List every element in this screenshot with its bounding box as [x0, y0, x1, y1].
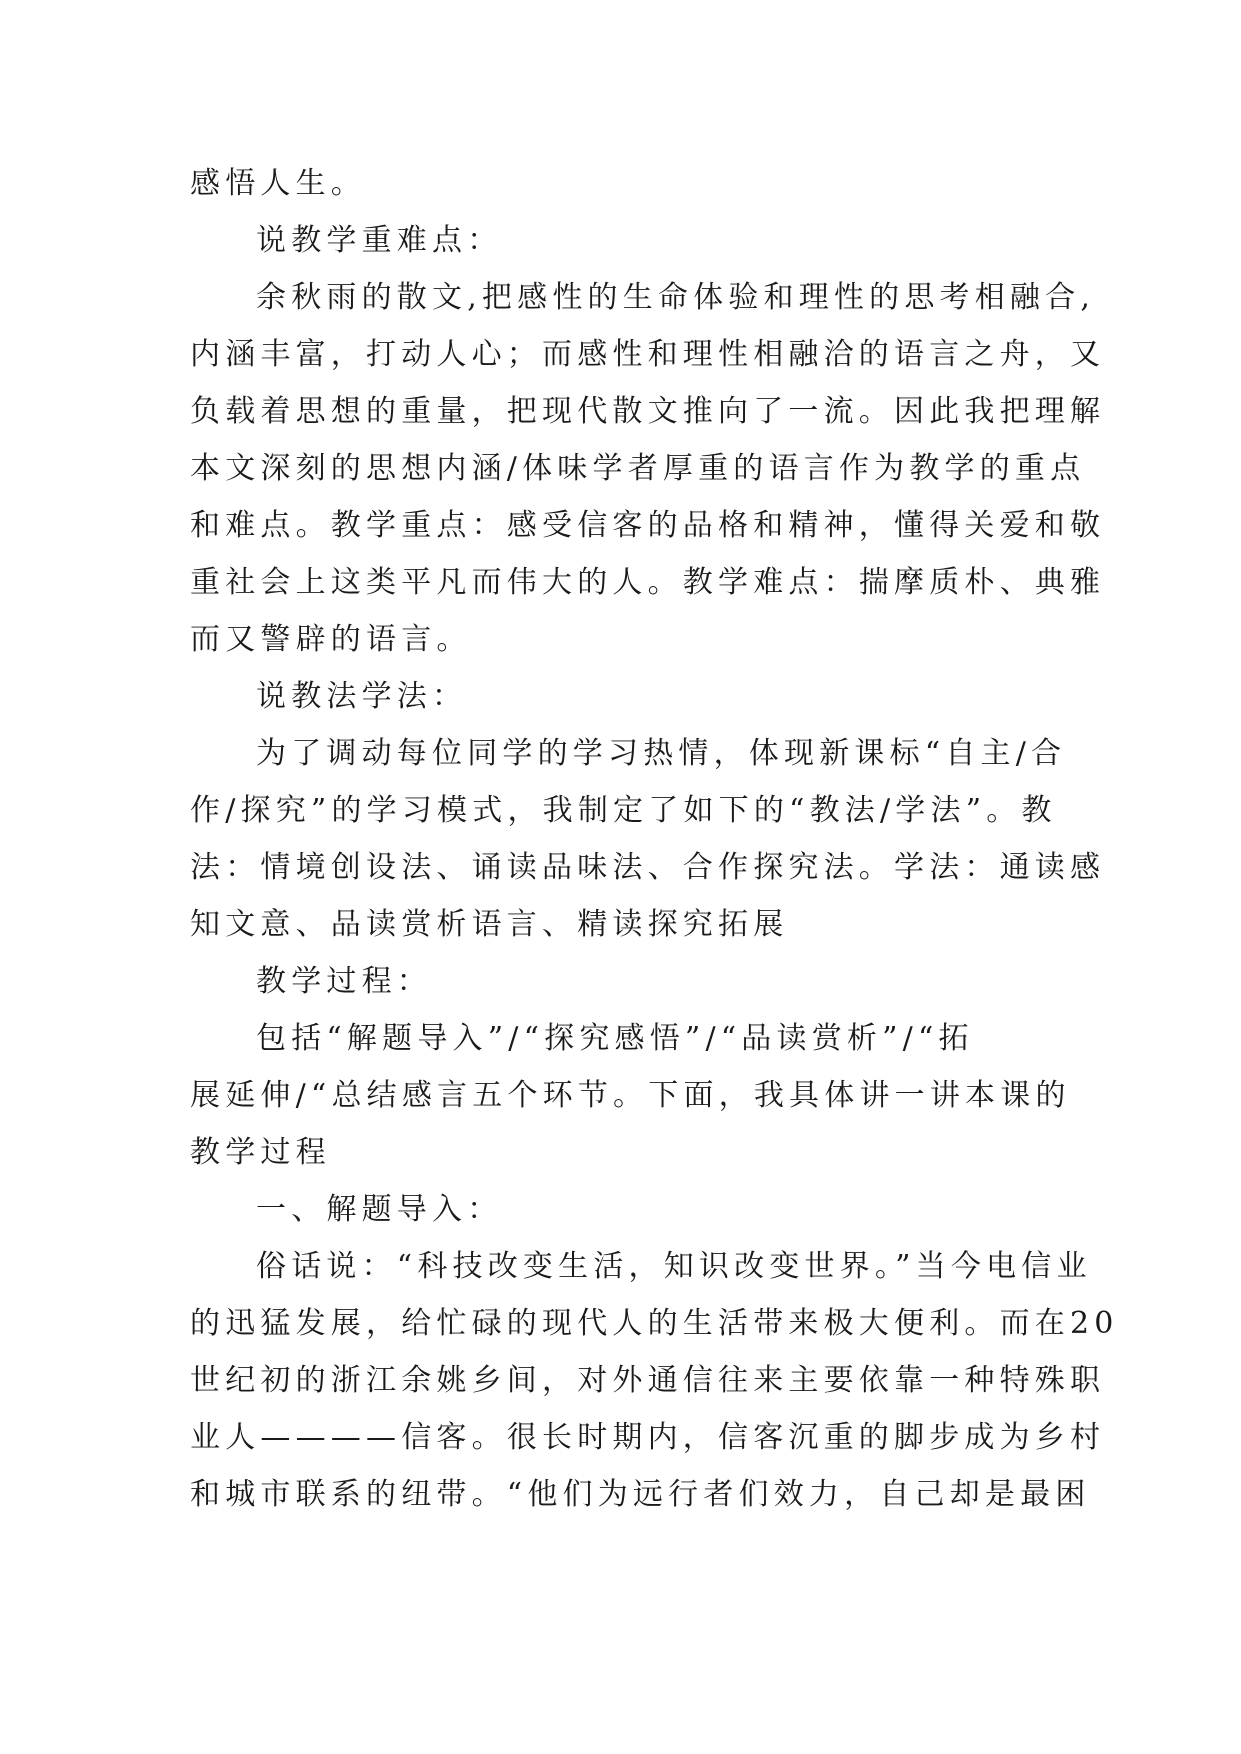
text-line: 包括“解题导入”/“探究感悟”/“品读赏析”/“拓 — [256, 1021, 974, 1056]
text-line: 业人————信客。很长时期内，信客沉重的脚步成为乡村 — [190, 1420, 1106, 1455]
text-line: 本文深刻的思想内涵/体味学者厚重的语言作为教学的重点 — [190, 451, 1086, 486]
section-heading: 一、解题导入： — [256, 1192, 503, 1227]
text-line: 知文意、品读赏析语言、精读探究拓展 — [190, 907, 789, 942]
text-line: 世纪初的浙江余姚乡间，对外通信往来主要依靠一种特殊职 — [190, 1363, 1106, 1398]
text-line: 和城市联系的纽带。“他们为远行者们效力，自己却是最困 — [190, 1477, 1091, 1512]
text-line: 俗话说：“科技改变生活，知识改变世界。”当今电信业 — [256, 1249, 1092, 1284]
text-line: 而又警辟的语言。 — [190, 622, 472, 657]
text-line: 法：情境创设法、诵读品味法、合作探究法。学法：通读感 — [190, 850, 1106, 885]
section-heading: 说教学重难点： — [256, 223, 503, 258]
text-line: 的迅猛发展，给忙碌的现代人的生活带来极大便利。而在20 — [190, 1306, 1119, 1341]
text-line: 负载着思想的重量，把现代散文推向了一流。因此我把理解 — [190, 394, 1106, 429]
text-line: 为了调动每位同学的学习热情，体现新课标“自主/合 — [256, 736, 1067, 771]
text-line: 感悟人生。 — [190, 166, 366, 201]
text-line: 内涵丰富，打动人心；而感性和理性相融洽的语言之舟，又 — [190, 337, 1106, 372]
section-heading: 说教法学法： — [256, 679, 468, 714]
section-heading: 教学过程： — [256, 964, 432, 999]
text-line: 重社会上这类平凡而伟大的人。教学难点：揣摩质朴、典雅 — [190, 565, 1106, 600]
text-line: 余秋雨的散文,把感性的生命体验和理性的思考相融合, — [256, 280, 1096, 315]
document-body — [190, 155, 1119, 1523]
text-line: 作/探究”的学习模式，我制定了如下的“教法/学法”。教 — [190, 793, 1057, 828]
text-line: 教学过程 — [190, 1135, 331, 1170]
text-line: 展延伸/“总结感言五个环节。下面，我具体讲一讲本课的 — [190, 1078, 1071, 1113]
text-line: 和难点。教学重点：感受信客的品格和精神，懂得关爱和敬 — [190, 508, 1106, 543]
